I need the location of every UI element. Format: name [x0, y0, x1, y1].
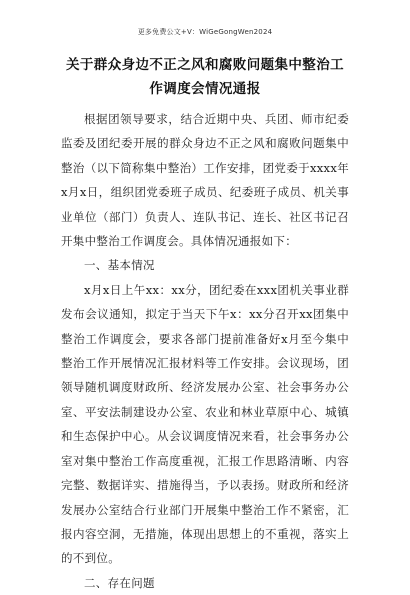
- section-heading-problems: 二、存在问题: [84, 575, 155, 590]
- header-note: 更多免费公文+V：WiGeGongWen2024: [137, 28, 273, 36]
- section-heading-basic: 一、基本情况: [84, 258, 155, 273]
- section-paragraph: x月x日上午xx：xx分，团纪委在xxx团机关事业群发布会议通知，拟定于当天下午x：xx分召开xx团集中整治工作调度会，要求各部门提前准备好x月至今集中整治工作开展情况汇报材料等工作安排。会议现场，团领导随机调度财政所、经济发展办公室、社会事务办公室、平安法制建设办公室、农业和林业草原中心、城镇和生态保护中心。从会议调度情况来看，社会事务办公室对集中整治工作高度重视，汇报工作思路清晰、内容完整、数据详实、措施得当，予以表扬。财政所和经济发展办公室结合行业部门开展集中整治工作不紧密，汇报内容空洞，无措施，体现出思想上的不重视，落实上的不到位。: [61, 282, 349, 566]
- document-title: 关于群众身边不正之风和腐败问题集中整治工作调度会情况通报: [66, 57, 344, 97]
- document-body: [61, 107, 349, 595]
- intro-paragraph: 根据团领导要求，结合近期中央、兵团、师市纪委监委及团纪委开展的群众身边不正之风和腐败问题集中整治（以下简称集中整治）工作安排，团党委于xxxx年x月x日，组织团党委班子成员、纪委班子成员、机关事业单位（部门）负责人、连队书记、连长、社区书记召开集中整治工作调度会。具体情况通报如下：: [61, 112, 349, 249]
